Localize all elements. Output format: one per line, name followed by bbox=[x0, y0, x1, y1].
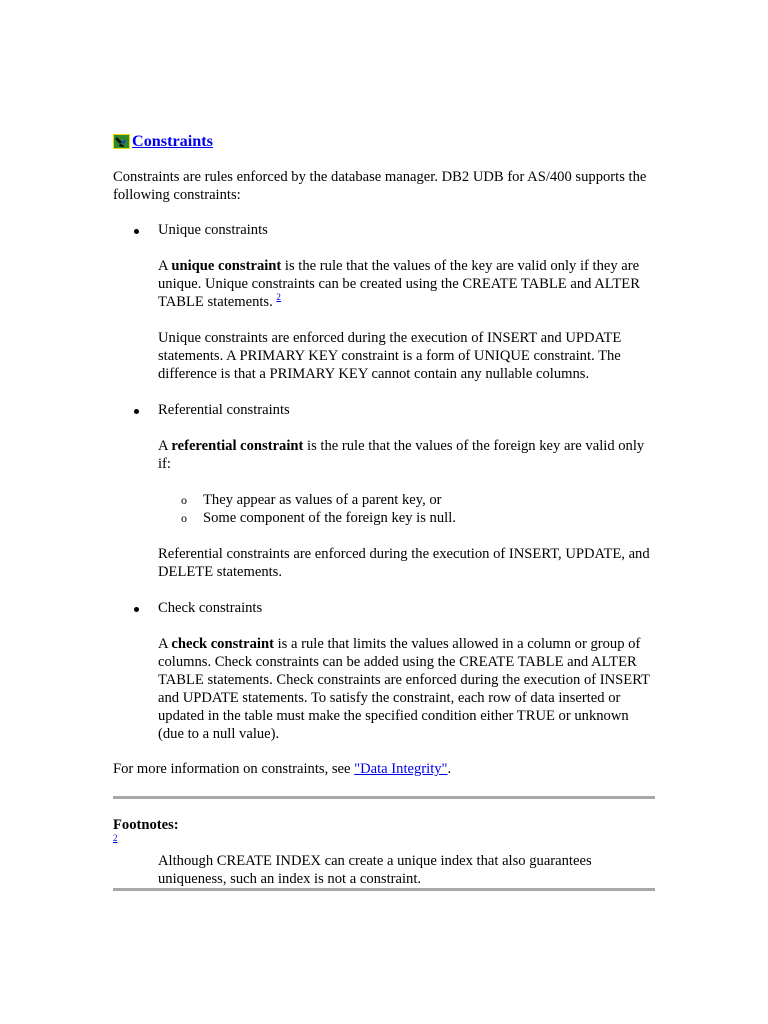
footnotes-heading: Footnotes: bbox=[113, 817, 179, 833]
condition-list bbox=[158, 491, 655, 527]
footnote-ref-link[interactable]: 2 bbox=[276, 292, 281, 302]
divider bbox=[113, 888, 655, 891]
definition-paragraph: A check constraint is a rule that limits the values allowed in a column or group of columns. Check constraints can be added using the CREATE TABLE and ALTER TABLE statements. Check constraints are enforced during the execution of INSERT and UPDATE statements. To satisfy the constraint, each row of data inserted or updated in the table must make the specified condition either TRUE or unknown (due to a null value). bbox=[158, 636, 650, 742]
more-info-paragraph: For more information on constraints, see "Data Integrity". bbox=[113, 761, 452, 777]
definition-paragraph: A unique constraint is the rule that the values of the key are valid only if they are unique. Unique constraints can be created using the CREATE TABLE and ALTER TABLE statements. $^2$ bbox=[158, 258, 640, 310]
term: unique constraint bbox=[171, 258, 282, 274]
enforcement-paragraph: Unique constraints are enforced during the execution of INSERT and UPDATE statements. A PRIMARY KEY constraint is a form of UNIQUE constraint. The difference is that a PRIMARY KEY cannot contain any nullable columns. bbox=[158, 330, 622, 382]
pencil-bookmark-icon bbox=[113, 134, 130, 149]
item-label: Referential constraints bbox=[158, 402, 290, 418]
list-item-unique bbox=[158, 221, 655, 383]
bullet-icon bbox=[134, 409, 139, 414]
document-body bbox=[113, 131, 655, 891]
bullet-icon bbox=[134, 607, 139, 612]
circle-bullet-icon: o bbox=[181, 493, 187, 507]
list-item-check bbox=[158, 599, 655, 743]
section-title-link[interactable]: Constraints bbox=[132, 132, 213, 150]
data-integrity-link[interactable]: "Data Integrity" bbox=[354, 761, 448, 777]
intro-paragraph: Constraints are rules enforced by the database manager. DB2 UDB for AS/400 supports the following constraints: bbox=[113, 169, 647, 203]
constraint-list bbox=[113, 221, 655, 743]
term: referential constraint bbox=[171, 438, 304, 454]
footnote-anchor-link[interactable]: 2 bbox=[113, 833, 118, 843]
footnote-text: Although CREATE INDEX can create a unique index that also guarantees uniqueness, such an index is not a constraint. bbox=[158, 853, 592, 887]
bullet-icon bbox=[134, 229, 139, 234]
list-item-referential bbox=[158, 401, 655, 581]
section-heading bbox=[113, 131, 655, 151]
term: check constraint bbox=[171, 636, 274, 652]
item-label: Unique constraints bbox=[158, 222, 268, 238]
divider bbox=[113, 796, 655, 799]
condition-item: o They appear as values of a parent key, or bbox=[181, 492, 442, 508]
condition-item: o Some component of the foreign key is null. bbox=[181, 510, 456, 526]
definition-paragraph: A referential constraint is the rule that the values of the foreign key are valid only if: bbox=[158, 438, 645, 472]
enforcement-paragraph: Referential constraints are enforced during the execution of INSERT, UPDATE, and DELETE statements. bbox=[158, 546, 650, 580]
item-label: Check constraints bbox=[158, 600, 263, 616]
circle-bullet-icon: o bbox=[181, 511, 187, 525]
